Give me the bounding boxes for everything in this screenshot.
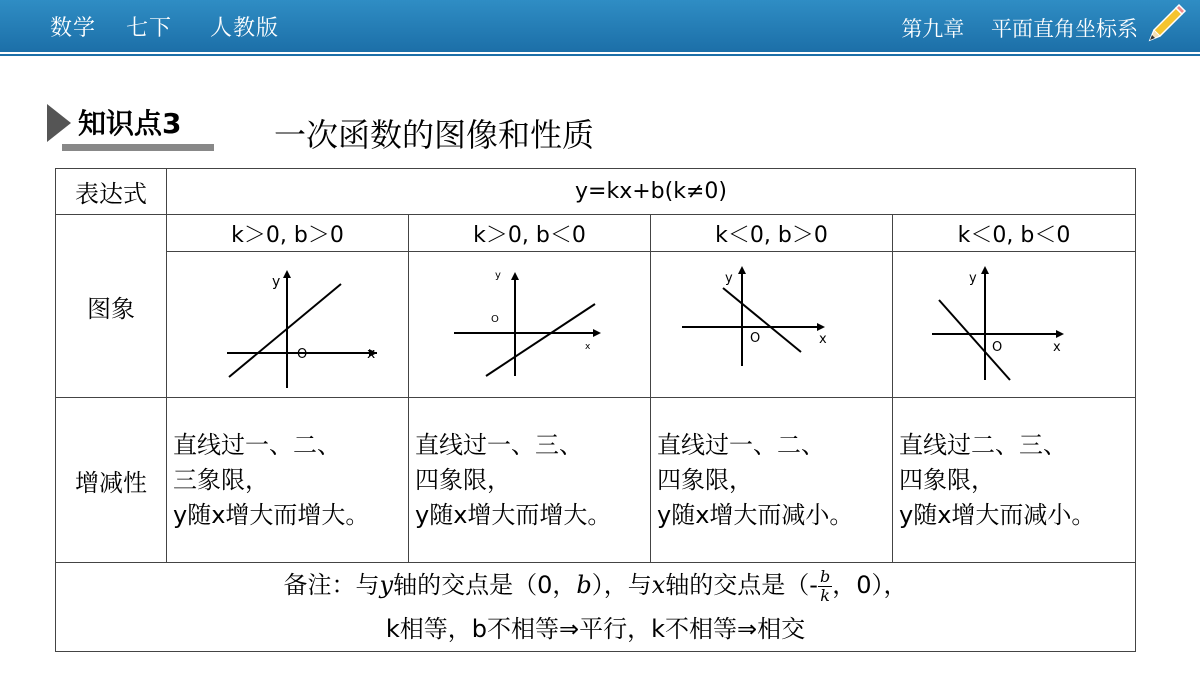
line-graph-2 — [409, 252, 650, 393]
graph-cell-4 — [893, 252, 1136, 398]
chapter-number: 第九章 — [901, 17, 965, 41]
grade: 七下 — [126, 16, 173, 41]
property-line: 直线过二、三、 — [899, 430, 1067, 459]
condition-4: k＜0, b＜0 — [893, 215, 1136, 252]
edition: 人教版 — [210, 16, 280, 41]
property-label: 增减性 — [56, 398, 167, 563]
property-line: 直线过一、二、 — [173, 430, 341, 459]
property-line: y随x增大而减小。 — [899, 500, 1096, 529]
property-line: y随x增大而增大。 — [173, 500, 370, 529]
origin-label: O — [297, 347, 308, 362]
y-axis-label: y — [495, 270, 501, 281]
expression-formula: y=kx+b(k≠0) — [167, 169, 1136, 215]
y-axis-label: y — [272, 274, 281, 290]
condition-2: k＞0, b＜0 — [409, 215, 651, 252]
chapter-title: 平面直角坐标系 — [991, 17, 1138, 41]
line-graph-3 — [651, 252, 892, 393]
y-axis-label: y — [725, 271, 733, 286]
note-line-2: k相等，b不相等⇒平行，k不相等⇒相交 — [385, 615, 806, 643]
line-graph-1 — [167, 252, 408, 393]
graph-cell-1 — [167, 252, 409, 398]
property-line: 四象限， — [657, 465, 753, 494]
property-cell-2 — [409, 398, 651, 563]
x-axis-label: x — [1053, 340, 1061, 355]
note-line-1: 备注：与y轴的交点是（0，b），与x轴的交点是（- $\frac{b}{k}$ ，0）， — [283, 566, 908, 605]
property-line: 四象限， — [415, 465, 511, 494]
condition-1: k＞0, b＞0 — [167, 215, 409, 252]
property-cell-3 — [651, 398, 893, 563]
function-properties-table — [55, 168, 1136, 652]
property-line: y随x增大而减小。 — [657, 500, 854, 529]
graph-label: 图象 — [56, 215, 167, 398]
x-axis-label: x — [819, 332, 827, 347]
knowledge-point-label: 知识点3 — [78, 107, 182, 140]
course-info — [50, 11, 301, 42]
x-axis-label: x — [367, 346, 376, 362]
condition-3: k＜0, b＞0 — [651, 215, 893, 252]
property-line: 四象限， — [899, 465, 995, 494]
property-cell-1 — [167, 398, 409, 563]
origin-label: O — [992, 340, 1003, 355]
graph-cell-2 — [409, 252, 651, 398]
topic-title: 一次函数的图像和性质 — [274, 116, 595, 154]
note-cell — [56, 563, 1136, 652]
y-axis-label: y — [969, 271, 977, 286]
chapter-info — [881, 13, 1138, 43]
property-line: 三象限， — [173, 465, 269, 494]
expression-label: 表达式 — [56, 169, 167, 215]
origin-label: O — [750, 331, 761, 346]
property-line: 直线过一、三、 — [415, 430, 583, 459]
pencil-icon — [1142, 2, 1188, 48]
header-bar — [0, 0, 1200, 52]
header-divider — [0, 54, 1200, 56]
fraction: $\frac{b}{k}$ — [819, 566, 831, 605]
subject: 数学 — [50, 16, 97, 41]
graph-cell-3 — [651, 252, 893, 398]
line-graph-4 — [893, 252, 1135, 393]
property-line: y随x增大而增大。 — [415, 500, 612, 529]
origin-label: O — [491, 314, 499, 325]
x-axis-label: x — [585, 342, 591, 352]
triangle-bullet-icon — [47, 104, 71, 142]
property-line: 直线过一、二、 — [657, 430, 825, 459]
property-cell-4 — [893, 398, 1136, 563]
label-underline — [62, 144, 214, 151]
